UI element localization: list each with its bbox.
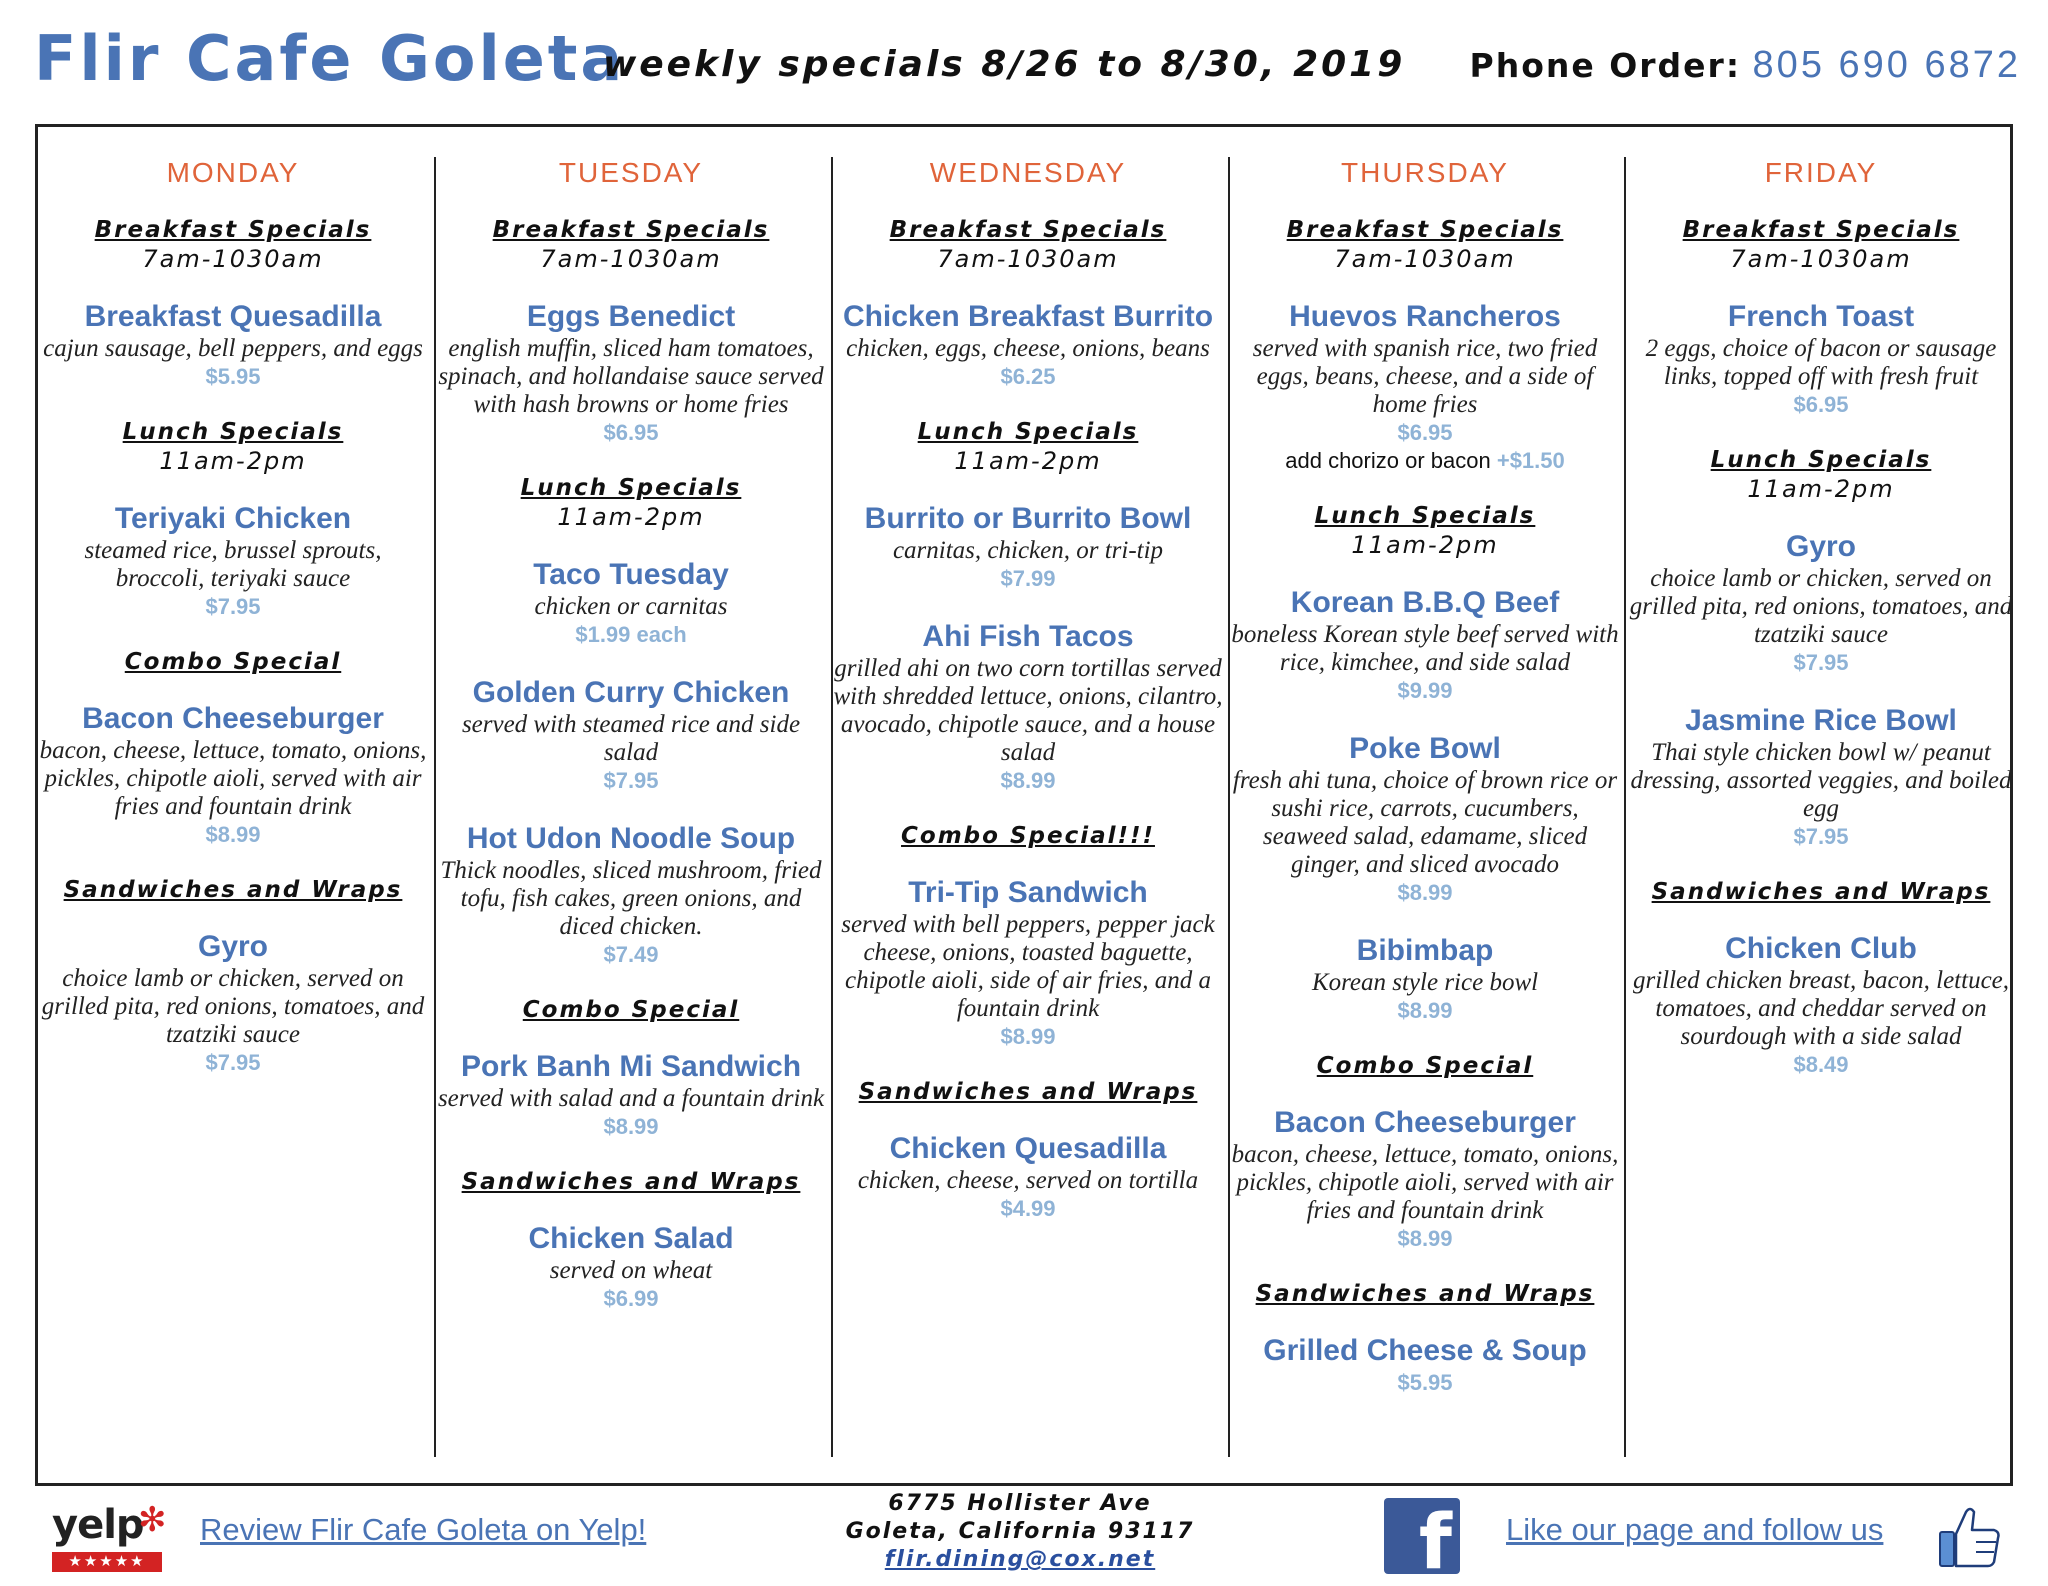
section-heading: Lunch Specials <box>1710 447 1932 473</box>
addon-text: add chorizo or bacon <box>1285 448 1491 473</box>
day-heading: MONDAY <box>166 157 300 188</box>
menu-item-name: Chicken Club <box>1725 932 1917 965</box>
menu-item-name: Gyro <box>197 930 269 963</box>
menu-item-name: Poke Bowl <box>1349 732 1501 765</box>
phone-number[interactable]: 805 690 6872 <box>1752 44 2021 86</box>
menu-item-price: $7.99 <box>1000 566 1056 591</box>
section-heading: Lunch Specials <box>520 475 742 501</box>
menu-item-name: Taco Tuesday <box>533 558 729 591</box>
menu-item-name: Ahi Fish Tacos <box>922 620 1134 653</box>
menu-item-name: Huevos Rancheros <box>1289 300 1561 333</box>
menu-item-description: cajun sausage, bell peppers, and eggs <box>43 335 423 362</box>
menu-item-name: Breakfast Quesadilla <box>84 300 382 333</box>
yelp-review-link[interactable]: Review Flir Cafe Goleta on Yelp! <box>200 1512 647 1547</box>
menu-item-name: Pork Banh Mi Sandwich <box>460 1050 802 1083</box>
menu-item <box>38 501 428 621</box>
section-hours: 11am-2pm <box>954 447 1102 475</box>
menu-item-description: served on wheat <box>549 1257 713 1284</box>
email-link[interactable]: flir.dining@cox.net <box>884 1547 1156 1572</box>
menu-item <box>833 875 1223 1051</box>
menu-item-name: Chicken Breakfast Burrito <box>842 300 1214 333</box>
menu-item-price: $8.99 <box>1000 1024 1056 1049</box>
menu-item-name: Bacon Cheeseburger <box>1274 1106 1576 1139</box>
menu-item-name: Korean B.B.Q Beef <box>1290 586 1560 619</box>
cafe-name: Flir Cafe Goleta <box>34 22 626 95</box>
day-column-tuesday <box>436 127 826 1497</box>
address-street: 6775 Hollister Ave <box>888 1491 1152 1516</box>
menu-item <box>38 299 428 391</box>
menu-item <box>833 299 1223 391</box>
yelp-wordmark: yelp <box>52 1502 144 1548</box>
menu-item-price: $6.95 <box>603 420 659 445</box>
menu-item-description: 2 eggs, choice of bacon or sausage links, topped off with fresh fruit <box>1645 335 1997 390</box>
menu-item <box>1626 931 2016 1079</box>
menu-item <box>436 821 826 969</box>
menu-item <box>1230 585 1620 705</box>
menu-item-price: $7.95 <box>603 768 659 793</box>
section-heading: Sandwiches and Wraps <box>63 877 403 903</box>
menu-item-price: $7.49 <box>603 942 659 967</box>
page-header <box>0 0 2048 120</box>
menu-item-price: $9.99 <box>1397 678 1453 703</box>
section-hours: 11am-2pm <box>1747 475 1895 503</box>
menu-item-price: $5.95 <box>205 364 261 389</box>
menu-item <box>1230 1105 1620 1253</box>
section-heading: Breakfast Specials <box>492 217 770 243</box>
menu-board <box>35 124 2013 1486</box>
menu-item-price: $6.95 <box>1397 420 1453 445</box>
menu-item-description: bacon, cheese, lettuce, tomato, onions, pickles, chipotle aioli, served with air fries and fountain drink <box>39 737 427 820</box>
menu-item-description: english muffin, sliced ham tomatoes, spinach, and hollandaise sauce served with hash browns or home fries <box>438 335 824 418</box>
section-hours: 7am-1030am <box>1730 245 1912 273</box>
menu-item-price: $6.95 <box>1793 392 1849 417</box>
section-heading: Sandwiches and Wraps <box>1255 1281 1595 1307</box>
section-hours: 7am-1030am <box>540 245 722 273</box>
menu-item-description: Thick noodles, sliced mushroom, fried tofu, fish cakes, green onions, and diced chicken. <box>440 857 822 940</box>
day-heading: THURSDAY <box>1341 157 1509 188</box>
facebook-follow-link[interactable]: Like our page and follow us <box>1506 1512 1884 1547</box>
section-hours: 7am-1030am <box>937 245 1119 273</box>
menu-item-name: Chicken Quesadilla <box>889 1132 1167 1165</box>
section-heading: Sandwiches and Wraps <box>858 1079 1198 1105</box>
menu-item-addon <box>1230 447 1620 475</box>
section-hours: 11am-2pm <box>1351 531 1499 559</box>
menu-item-price: $8.99 <box>1397 998 1453 1023</box>
menu-item-price: $6.25 <box>1000 364 1056 389</box>
menu-item-description: Korean style rice bowl <box>1311 969 1539 996</box>
menu-item <box>38 701 428 849</box>
menu-item-name: Teriyaki Chicken <box>114 502 352 535</box>
menu-item-description: bacon, cheese, lettuce, tomato, onions, pickles, chipotle aioli, served with air fries and fountain drink <box>1231 1141 1619 1224</box>
menu-item <box>436 1049 826 1141</box>
menu-item-description: choice lamb or chicken, served on grilled pita, red onions, tomatoes, and tzatziki sauce <box>41 965 425 1048</box>
menu-item-name: Jasmine Rice Bowl <box>1685 704 1957 737</box>
yelp-stars: ★★★★★ <box>52 1552 162 1572</box>
section-hours: 7am-1030am <box>142 245 324 273</box>
addon-price: +$1.50 <box>1496 448 1565 473</box>
menu-item-description: steamed rice, brussel sprouts, broccoli, teriyaki sauce <box>84 537 382 592</box>
day-heading: WEDNESDAY <box>929 157 1127 188</box>
menu-item-price: $1.99 each <box>575 622 687 647</box>
menu-item-name: Grilled Cheese & Soup <box>1263 1334 1587 1367</box>
menu-item-name: Tri-Tip Sandwich <box>908 876 1148 909</box>
menu-item-price: $7.95 <box>205 594 261 619</box>
phone-order <box>1470 44 2021 87</box>
menu-item <box>436 1221 826 1313</box>
menu-item-description: served with spanish rice, two fried eggs, beans, cheese, and a side of home fries <box>1252 335 1598 418</box>
menu-item-name: Bacon Cheeseburger <box>82 702 384 735</box>
menu-item-name: Golden Curry Chicken <box>472 676 790 709</box>
menu-item-description: carnitas, chicken, or tri-tip <box>892 537 1164 564</box>
menu-item-description: grilled ahi on two corn tortillas served with shredded lettuce, onions, cilantro, avocado, chipotle sauce, and a house salad <box>833 655 1223 766</box>
section-heading: Lunch Specials <box>917 419 1139 445</box>
day-heading: FRIDAY <box>1764 157 1878 188</box>
section-heading: Lunch Specials <box>122 419 344 445</box>
yelp-logo[interactable] <box>48 1500 166 1568</box>
menu-item-price: $4.99 <box>1000 1196 1056 1221</box>
section-hours: 11am-2pm <box>159 447 307 475</box>
day-column-monday <box>38 127 428 1497</box>
section-hours: 11am-2pm <box>557 503 705 531</box>
day-column-friday <box>1626 127 2016 1497</box>
menu-item-description: fresh ahi tuna, choice of brown rice or sushi rice, carrots, cucumbers, seaweed salad, edamame, sliced ginger, and sliced avocado <box>1232 767 1618 878</box>
menu-item-price: $6.99 <box>603 1286 659 1311</box>
section-heading: Sandwiches and Wraps <box>461 1169 801 1195</box>
menu-item-name: Hot Udon Noodle Soup <box>466 822 796 855</box>
menu-item-name: Chicken Salad <box>528 1222 734 1255</box>
menu-item <box>436 675 826 795</box>
day-column-thursday <box>1230 127 1620 1497</box>
menu-item <box>1230 731 1620 907</box>
section-heading: Lunch Specials <box>1314 503 1536 529</box>
menu-item-price: $8.99 <box>603 1114 659 1139</box>
menu-item-description: boneless Korean style beef served with rice, kimchee, and side salad <box>1231 621 1619 676</box>
menu-item-description: served with steamed rice and side salad <box>461 711 801 766</box>
menu-item-description: chicken, cheese, served on tortilla <box>857 1167 1199 1194</box>
menu-item <box>1626 299 2016 419</box>
phone-label: Phone Order: <box>1469 46 1742 85</box>
section-heading: Sandwiches and Wraps <box>1651 879 1991 905</box>
section-heading: Combo Special <box>1316 1053 1534 1079</box>
menu-item <box>1626 529 2016 677</box>
menu-item-price: $8.99 <box>1397 1226 1453 1251</box>
section-heading: Breakfast Specials <box>94 217 372 243</box>
menu-item <box>1230 1333 1620 1397</box>
thumbs-up-icon[interactable] <box>1936 1502 2004 1570</box>
menu-item-name: Bibimbap <box>1356 934 1494 967</box>
menu-item <box>1230 299 1620 475</box>
menu-item-description: served with salad and a fountain drink <box>437 1085 825 1112</box>
day-heading: TUESDAY <box>558 157 704 188</box>
section-heading: Combo Special!!! <box>901 823 1155 849</box>
address-city: Goleta, California 93117 <box>845 1519 1195 1544</box>
menu-item-description: chicken, eggs, cheese, onions, beans <box>846 335 1210 362</box>
menu-item-price: $5.95 <box>1397 1370 1453 1395</box>
section-heading: Breakfast Specials <box>889 217 1167 243</box>
menu-item <box>38 929 428 1077</box>
menu-item-price: $7.95 <box>1793 824 1849 849</box>
menu-item-name: Gyro <box>1785 530 1857 563</box>
menu-item <box>1626 703 2016 851</box>
section-heading: Breakfast Specials <box>1682 217 1960 243</box>
menu-item-price: $8.99 <box>205 822 261 847</box>
section-hours: 7am-1030am <box>1334 245 1516 273</box>
menu-item-price: $8.99 <box>1000 768 1056 793</box>
menu-item <box>833 619 1223 795</box>
menu-item-description: chicken or carnitas <box>534 593 728 620</box>
menu-item-description: served with bell peppers, pepper jack cheese, onions, toasted baguette, chipotle aioli, side of air fries, and a fountain drink <box>841 911 1215 1022</box>
menu-item-price: $8.99 <box>1397 880 1453 905</box>
menu-item-description: Thai style chicken bowl w/ peanut dressing, assorted veggies, and boiled egg <box>1630 739 2012 822</box>
menu-item-price: $7.95 <box>1793 650 1849 675</box>
menu-item-name: Burrito or Burrito Bowl <box>864 502 1192 535</box>
menu-item <box>436 299 826 447</box>
facebook-icon[interactable]: f <box>1384 1498 1460 1574</box>
week-range: weekly specials 8/26 to 8/30, 2019 <box>603 44 1406 85</box>
section-heading: Combo Special <box>124 649 342 675</box>
section-heading: Breakfast Specials <box>1286 217 1564 243</box>
menu-item-name: French Toast <box>1727 300 1915 333</box>
yelp-burst-icon: ✻ <box>138 1501 167 1539</box>
day-column-wednesday <box>833 127 1223 1497</box>
menu-item-name: Eggs Benedict <box>526 300 736 333</box>
menu-item <box>833 501 1223 593</box>
menu-item <box>1230 933 1620 1025</box>
menu-item <box>436 557 826 649</box>
address-block <box>800 1490 1240 1574</box>
page-footer <box>0 1490 2048 1586</box>
menu-item-description: grilled chicken breast, bacon, lettuce, tomatoes, and cheddar served on sourdough with a side salad <box>1632 967 2010 1050</box>
menu-item-description: choice lamb or chicken, served on grilled pita, red onions, tomatoes, and tzatziki sauce <box>1629 565 2013 648</box>
menu-item <box>833 1131 1223 1223</box>
menu-item-price: $8.49 <box>1793 1052 1849 1077</box>
menu-item-price: $7.95 <box>205 1050 261 1075</box>
section-heading: Combo Special <box>522 997 740 1023</box>
